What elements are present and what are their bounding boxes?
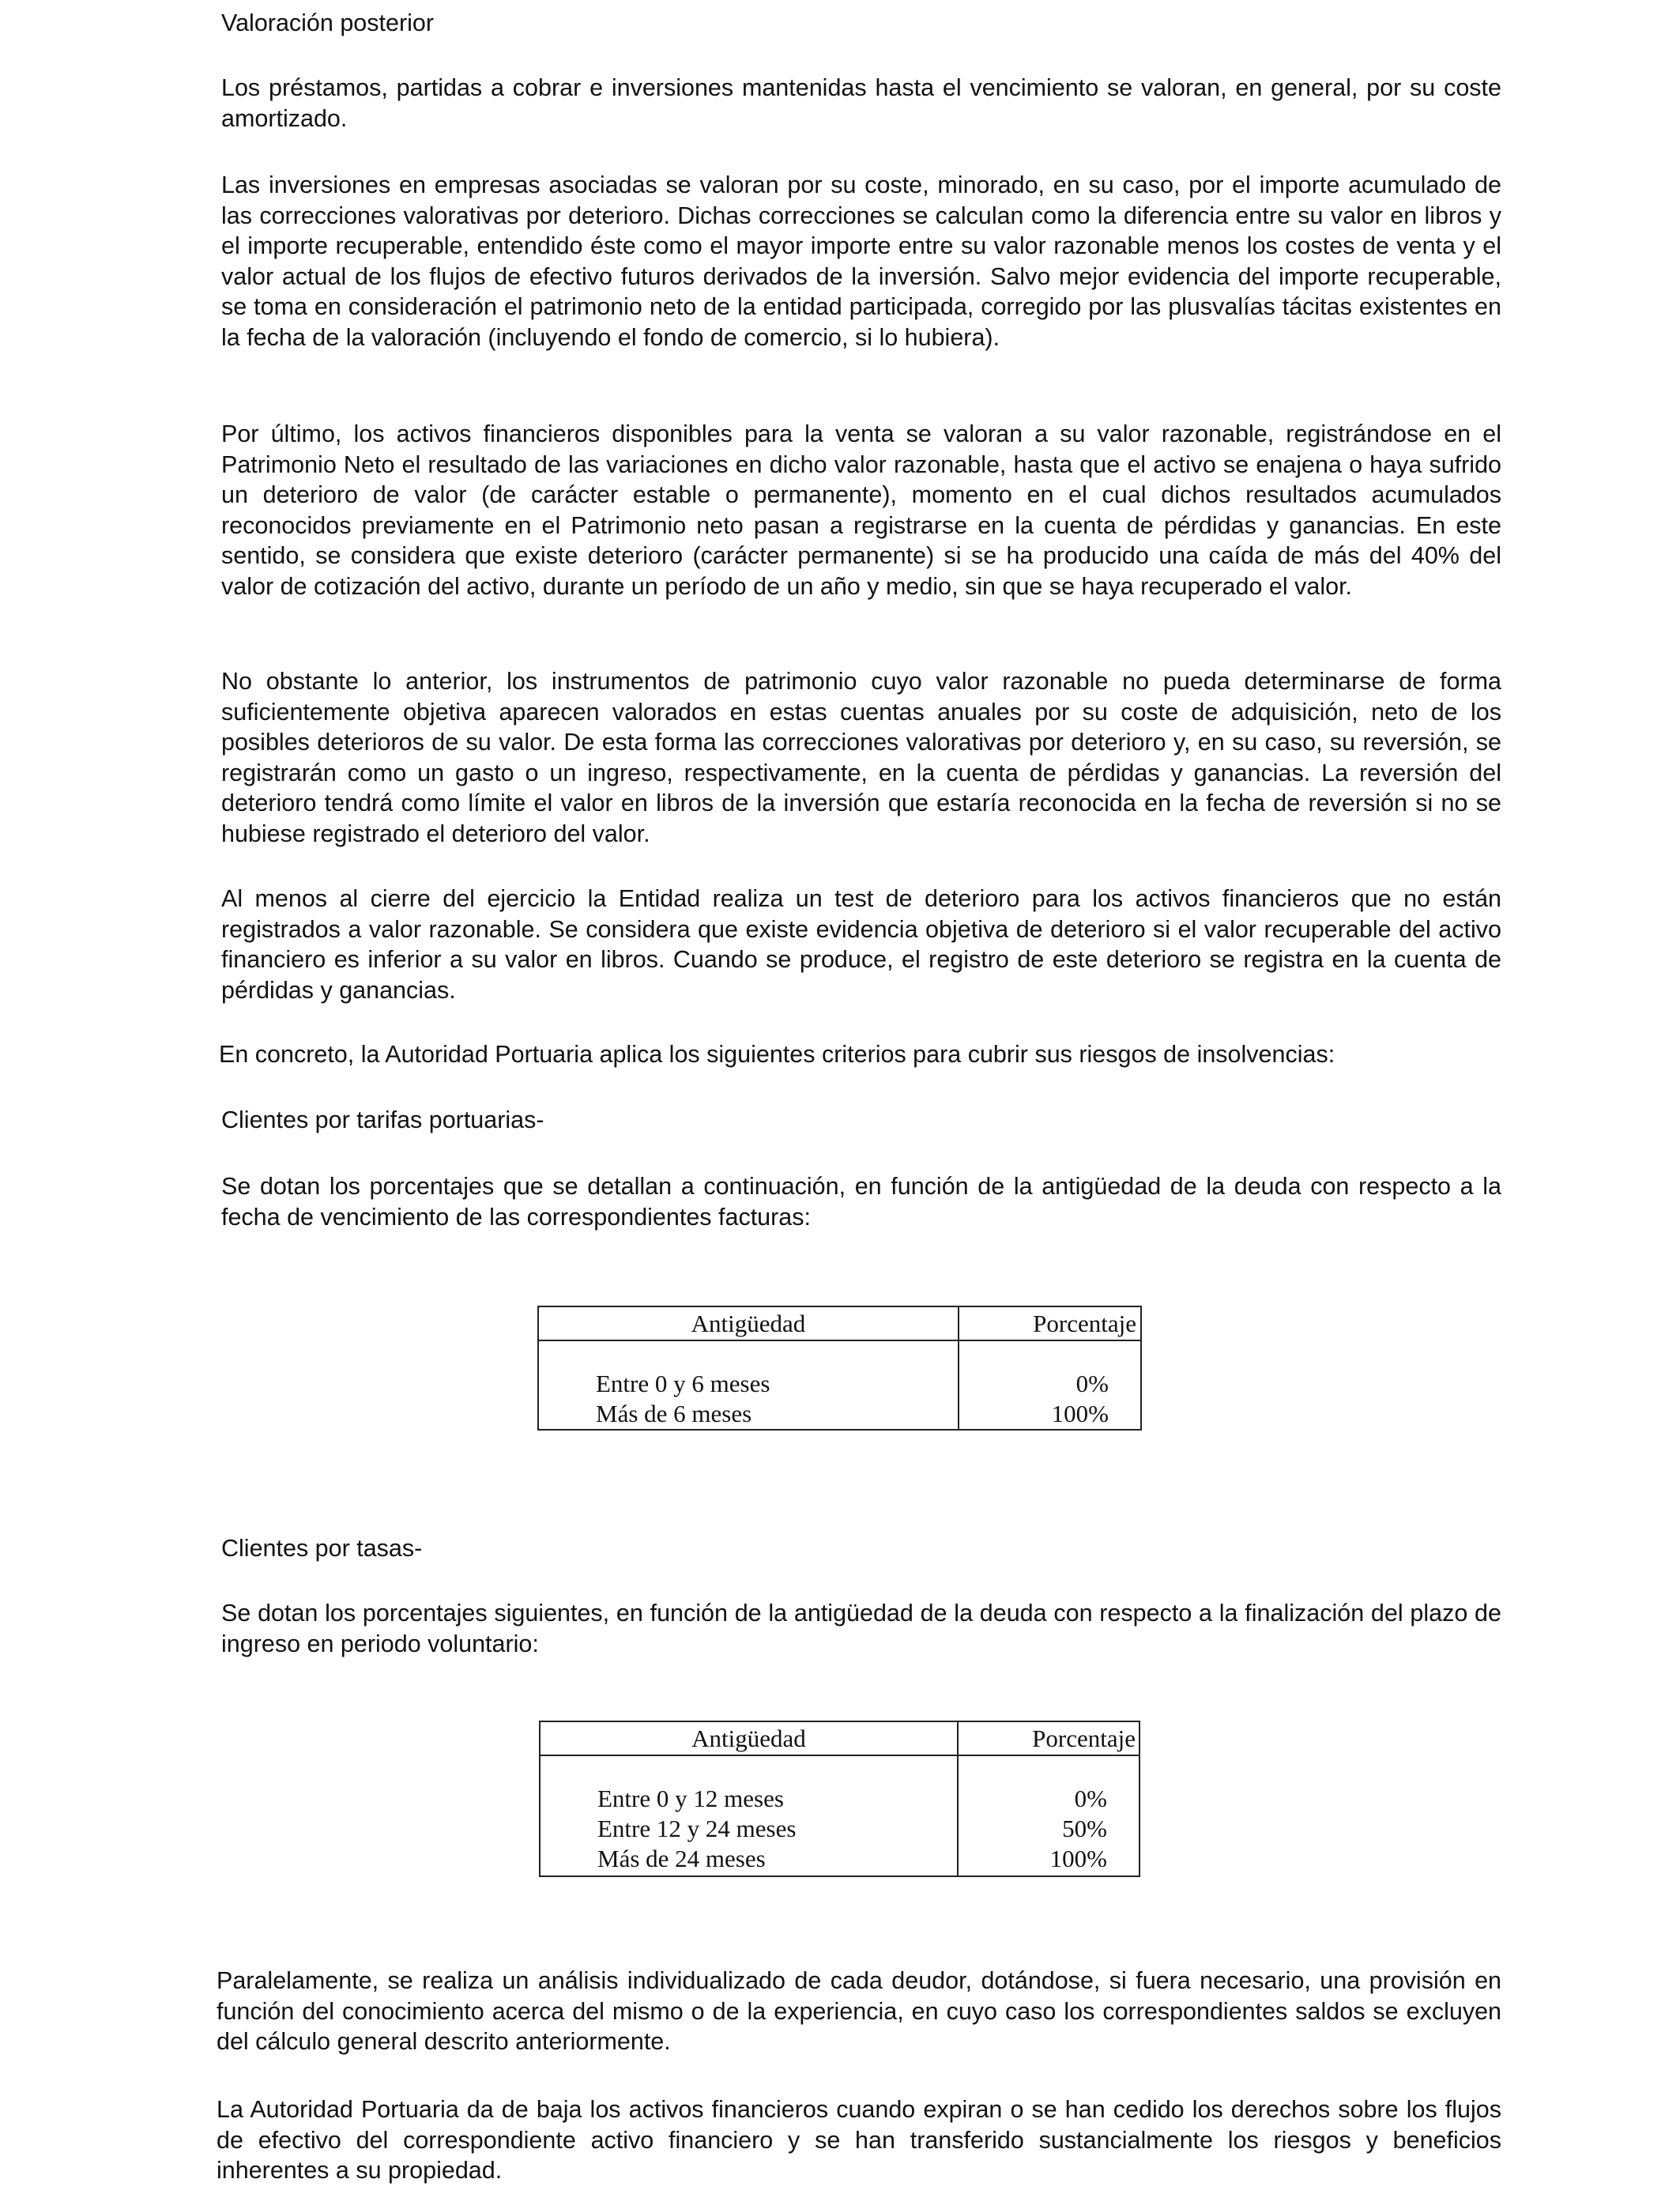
table-row — [539, 1369, 1140, 1399]
table-tarifas-header-antiguedad: Antigüedad — [691, 1310, 806, 1337]
table-cell-porcentaje: 100% — [1049, 1845, 1107, 1872]
paragraph-activos-disponibles-venta: Por último, los activos financieros disponibles para la venta se valoran a su valor razonable, registrándose en el Patrimonio Neto el resultado de las variaciones en dicho valor razonable, hasta que el activo se enajena o haya sufrido un deterioro de valor (de carácter estable o permanente), momento en el cual dichos resultados acumulados reconocidos previamente en el Patrimonio neto pasan a registrarse en la cuenta de pérdidas y ganancias. En este sentido, se considera que existe deterioro (carácter permanente) si se ha producido una caída de más del 40% del valor de cotización del activo, durante un período de un año y medio, sin que se haya recuperado el valor. — [221, 420, 1501, 600]
table-tarifas-portuarias — [537, 1306, 1142, 1431]
table-cell-antiguedad: Más de 24 meses — [597, 1845, 766, 1872]
table-row — [541, 1844, 1139, 1874]
table-row — [541, 1814, 1139, 1844]
paragraph-dotan-tasas: Se dotan los porcentajes siguientes, en función de la antigüedad de la deuda con respecto a la finalización del plazo de ingreso en periodo voluntario: — [221, 1600, 1501, 1657]
paragraph-criterios-insolvencias: En concreto, la Autoridad Portuaria aplica los siguientes criterios para cubrir sus riesgos de insolvencias: — [219, 1041, 1335, 1068]
table-cell-porcentaje: 0% — [1075, 1370, 1109, 1397]
table-cell-antiguedad: Entre 0 y 6 meses — [596, 1370, 770, 1397]
table-row — [541, 1784, 1139, 1814]
table-cell-antiguedad: Entre 0 y 12 meses — [597, 1785, 784, 1812]
paragraph-dotan-tarifas: Se dotan los porcentajes que se detallan a continuación, en función de la antigüedad de la deuda con respecto a la fecha de vencimiento de las correspondientes facturas: — [221, 1173, 1501, 1231]
paragraph-test-deterioro: Al menos al cierre del ejercicio la Entidad realiza un test de deterioro para los activos financieros que no están registrados a valor razonable. Se considera que existe evidencia objetiva de deterioro si el valor recuperable del activo financiero es inferior a su valor en libros. Cuando se produce, el registro de este deterioro se registra en la cuenta de pérdidas y ganancias. — [221, 885, 1501, 1004]
table-tasas — [539, 1721, 1140, 1877]
table-tasas-header-line — [541, 1755, 1139, 1756]
table-cell-porcentaje: 0% — [1074, 1785, 1107, 1812]
table-cell-antiguedad: Entre 12 y 24 meses — [597, 1815, 797, 1842]
table-tasas-header-antiguedad: Antigüedad — [691, 1725, 806, 1752]
table-cell-antiguedad: Más de 6 meses — [596, 1400, 752, 1427]
paragraph-instrumentos-patrimonio: No obstante lo anterior, los instrumentos de patrimonio cuyo valor razonable no pueda determinarse de forma suficientemente objetiva aparecen valorados en estas cuentas anuales por su coste de adquisición, neto de los posibles deterioros de su valor. De esta forma las correcciones valorativas por deterioro y, en su caso, su reversión, se registrarán como un gasto o un ingreso, respectivamente, en la cuenta de pérdidas y ganancias. La reversión del deterioro tendrá como límite el valor en libros de la inversión que estaría reconocida en la fecha de reversión si no se hubiese registrado el deterioro del valor. — [221, 668, 1501, 847]
table-tarifas-header-line — [539, 1340, 1140, 1341]
table-row — [539, 1399, 1140, 1429]
paragraph-paralelamente: Paralelamente, se realiza un análisis individualizado de cada deudor, dotándose, si fuera necesario, una provisión en función del conocimiento acerca del mismo o de la experiencia, en cuyo caso los correspondientes saldos se excluyen del cálculo general descrito anteriormente. — [217, 1967, 1501, 2055]
paragraph-inversiones-asociadas: Las inversiones en empresas asociadas se valoran por su coste, minorado, en su caso, por el importe acumulado de las correcciones valorativas por deterioro. Dichas correcciones se calculan como la diferencia entre su valor en libros y el importe recuperable, entendido éste como el mayor importe entre su valor razonable menos los costes de venta y el valor actual de los flujos de efectivo futuros derivados de la inversión. Salvo mejor evidencia del importe recuperable, se toma en consideración el patrimonio neto de la entidad participada, corregido por las plusvalías tácitas existentes en la fecha de la valoración (incluyendo el fondo de comercio, si lo hubiera). — [221, 172, 1501, 351]
table-cell-porcentaje: 50% — [1062, 1815, 1107, 1842]
table-cell-porcentaje: 100% — [1051, 1400, 1109, 1427]
subheading-clientes-tarifas: Clientes por tarifas portuarias- — [221, 1106, 544, 1133]
section-heading-valoracion-posterior: Valoración posterior — [221, 9, 434, 36]
paragraph-baja-activos: La Autoridad Portuaria da de baja los activos financieros cuando expiran o se han cedido los derechos sobre los flujos de efectivo del correspondiente activo financiero y se han transferido sustancialmente los riesgos y beneficios inherentes a su propiedad. — [217, 2096, 1501, 2184]
table-tarifas-header-porcentaje: Porcentaje — [1033, 1310, 1136, 1337]
table-tasas-header-porcentaje: Porcentaje — [1032, 1725, 1136, 1752]
paragraph-prestamos: Los préstamos, partidas a cobrar e inversiones mantenidas hasta el vencimiento se valoran, en general, por su coste amortizado. — [221, 74, 1501, 132]
subheading-clientes-tasas: Clientes por tasas- — [221, 1535, 423, 1562]
